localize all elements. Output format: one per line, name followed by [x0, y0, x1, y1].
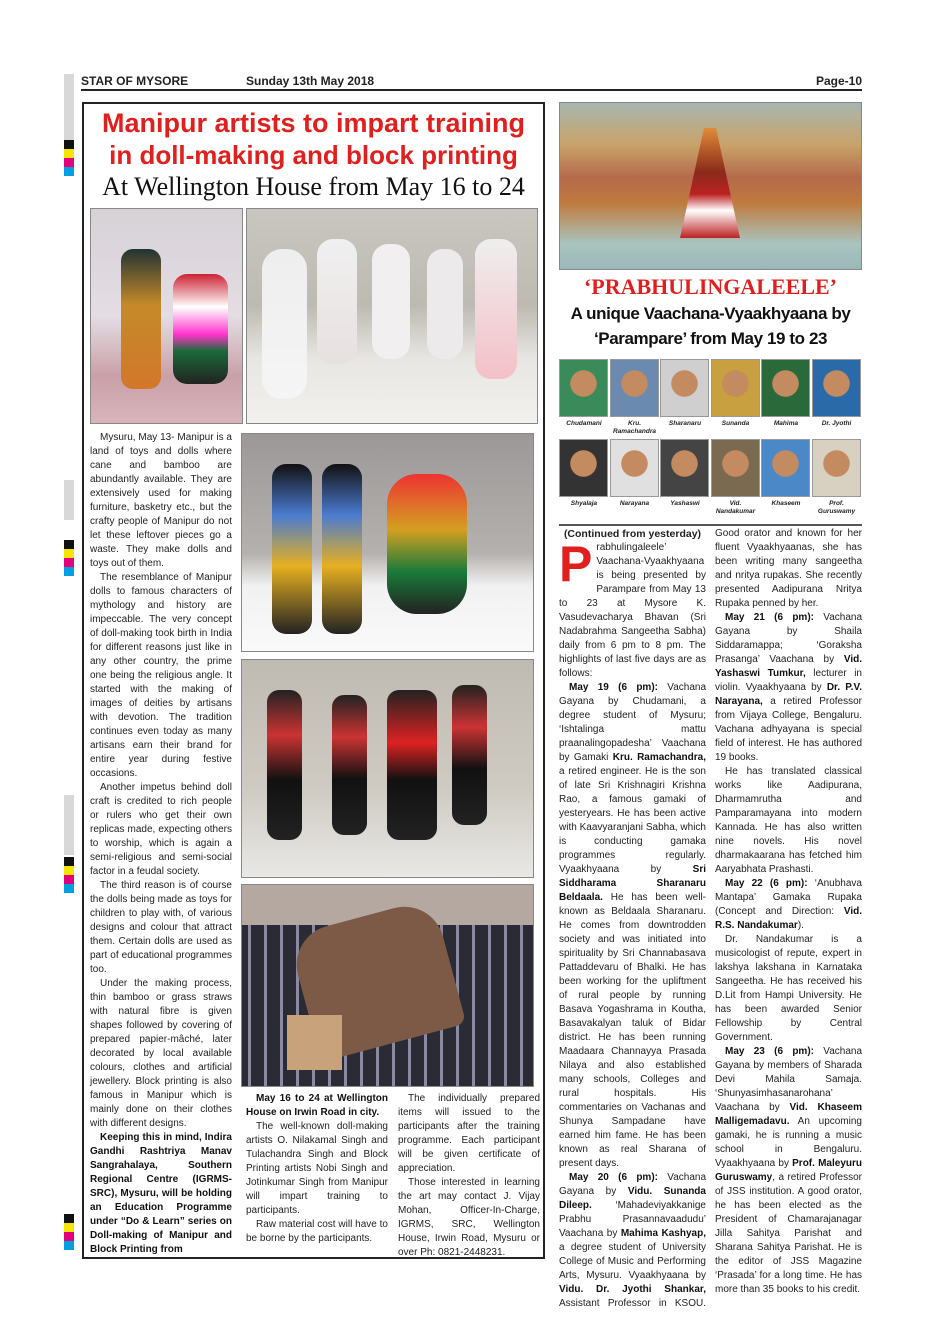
portrait-photo: [812, 439, 861, 497]
text: Raw material cost will have to be borne by the participants.: [246, 1219, 388, 1244]
color-registration-mark: [64, 857, 74, 893]
paragraph: [715, 877, 862, 933]
page-header: [81, 74, 862, 91]
manipur-article: [82, 102, 545, 1259]
portrait-caption: Prof. Guruswamy: [817, 500, 856, 515]
block-printing-photo: [241, 884, 534, 1087]
portrait-caption: Kru. Ramachandra: [613, 420, 656, 435]
feature-subhead-1: A unique Vaachana-Vyaakhyaana by: [570, 304, 851, 323]
portrait-photo: [812, 359, 861, 417]
portrait-photo: [610, 439, 659, 497]
portrait-photo: [761, 439, 810, 497]
bold-text: Prof. Maleyuru Guruswamy: [715, 1158, 862, 1183]
text: Mysuru, May 13- Manipur is a land of toys and dolls where cane and bamboo are abundantly available. They are extensively used for making furniture, basketry etc., but the crafty people of Manipur do not let these leftover pieces go a waste. They make dolls and toys out of them.: [90, 432, 232, 569]
bold-text: Kru. Ramachandra,: [612, 752, 706, 763]
color-registration-mark: [64, 140, 74, 176]
text: Vachana Gayana by Chudamani, a degree student of Mysuru; ‘Ishtalinga mattu praanalingopadesha’ Vaachana by Gamaki: [559, 682, 707, 763]
article-column-1: [90, 431, 232, 1257]
warrior-dolls-photo: [241, 659, 534, 878]
portrait-caption: Dr. Jyothi: [821, 420, 852, 427]
text: a degree student of University College of Music and Performing Arts, Mysuru. Vyaakhyaana by: [559, 1242, 706, 1281]
text: ‘Mahadeviyakkanige Prabhu Prasannavaadudu’ Vaachana by: [559, 1200, 706, 1239]
text: The individually prepared items will issued to the participants after the training programme. Each participant will be given certificate of appreciation.: [398, 1093, 540, 1174]
paragraph: [90, 977, 232, 1131]
portrait-caption: Vid. Nandakumar: [715, 500, 756, 515]
portrait-caption: Sharanaru: [668, 420, 702, 427]
paragraph: [90, 571, 232, 781]
text: a retired engineer. He is the son of late Sri Krishnagiri Krishna Rao, a famous gamaki of yesteryears. He has been active with Kaavyaranjani Sabha, which is conducting gamaka programmes regularly. Vyaakhyaana by: [559, 766, 706, 875]
paragraph: [90, 781, 232, 879]
paragraph: [715, 765, 862, 877]
bold-text: Mahima Kashyap,: [620, 1228, 706, 1239]
portrait-photo: [711, 359, 760, 417]
text: The well-known doll-making artists O. Nilakamal Singh and Tulachandra Singh and Block Printing artists Nobi Singh and Jotinkumar Singh from Manipur will impart training to participants.: [246, 1121, 388, 1216]
paragraph: [90, 879, 232, 977]
text: The resemblance of Manipur dolls to famous characters of mythology and history are impeccable. The very concept of doll-making took birth in India for different reasons just like in any other country, the prime one being the religious angle. It started with the making of images of deities by artisans with devotion. The tradition continues even today as many artisans earn their brand for entire year during festive occasions.: [90, 572, 232, 779]
portrait-caption: Shyalaja: [570, 500, 598, 507]
bold-text: Vid. Khaseem Malligemadavu.: [715, 1102, 862, 1127]
text: , a retired Professor of JSS institution. A good orator, he has been elected as the President of Chamarajanagar Jilla Sahitya Parishat and Sharana Sahitya Parishat. He is the editor of JSS Magazine ‘Prasada’ for a long time. He has more than 35 books to his credit.: [715, 1172, 862, 1295]
paragraph: [90, 1131, 232, 1257]
paragraph: [715, 933, 862, 1045]
bold-text: May 16 to 24 at Wellington House on Irwin Road in city.: [246, 1093, 388, 1118]
paragraph: [246, 1218, 388, 1246]
bold-text: May 22 (6 pm):: [725, 878, 808, 889]
text: The third reason is of course the dolls being made as toys for children to play with, of various designs and colour that attract them. Certain dolls are used as part of educational programmes too.: [90, 880, 232, 975]
bold-text: Sri Siddharama Sharanaru Beldaala.: [559, 864, 706, 903]
text: He has translated classical works like Aadipurana, Dharmamrutha and Pamparamayana into modern Kannada. He has also written nine novels. His novel dharmakaarana has fetched him Aaryabhata Prashasti.: [715, 766, 862, 875]
registration-strip: [64, 74, 74, 140]
portrait-caption: Yashaswi: [670, 500, 700, 507]
text: Those interested in learning the art may contact J. Vijay Mohan, Officer-In-Charge, IGRMS, SRC, Wellington House, Irwin Road, Mysuru or over Ph: 0821-2448231.: [398, 1177, 540, 1258]
bold-text: Vid. R.S. Nandakumar: [715, 906, 862, 931]
text: He has been well-known as Beldaala Sharanaru. He comes from downtrodden society and was initiated into spirituality by Sri Channabasava Pattaddevaru of Bhalki. He has been working for the upliftment of rural people by running Basava Yogashrama in Koutha, Basavakalyan taluk of Bidar district. He has been running Maadaara Channayya Prasada Nilaya and also established many schools, Colleges and rural hospitals. His commentaries on Vachanas and Shunya Sampadane have earned him fame. He has been known as real Sharana of present days.: [559, 892, 706, 1169]
text: Dr. Nandakumar is a musicologist of repute, expert in lakshya lakshana in Karnataka Sangeetha. He has received his D.Lit from Hampi University. He has been awarded Senior Fellowship by Central Government.: [715, 934, 862, 1043]
registration-strip: [64, 480, 74, 520]
portrait-photo: [711, 439, 760, 497]
portrait-caption: Narayana: [619, 500, 650, 507]
text: lecturer in violin. Vyaakhyaana by: [715, 668, 862, 693]
portrait-caption: Mahima: [773, 420, 799, 427]
paragraph: [90, 431, 232, 571]
bold-text: Dr. P.V. Narayana,: [715, 682, 862, 707]
text: ).: [797, 920, 804, 931]
continued-note: (Continued from yesterday): [563, 528, 702, 540]
text: rabhulingaleele’ Vaachana-Vyaakhyaana is being presented by Parampare from May 13 to 23 at Mysore K. Vasudevacharya Bhavan (Sri Nadabrahma Sangeetha Sabha) daily from 6 pm to 8 pm. The highlights of last five days are as follows:: [559, 542, 706, 679]
paragraph: [559, 681, 706, 1171]
paragraph: [715, 611, 862, 765]
color-registration-mark: [64, 540, 74, 576]
paragraph: [398, 1176, 540, 1260]
paragraph: [246, 1120, 388, 1218]
text: Another impetus behind doll craft is credited to rich people or rulers who get their own replicas made, expecting others to worship, which is again a semi-religious and semi-social factor in a feudal society.: [90, 782, 232, 877]
text: An upcoming gamaki, he is running a music school in Bengaluru. Vyaakhyaana by: [715, 1116, 862, 1169]
krishna-dolls-photo: [241, 433, 534, 652]
registration-strip: [64, 795, 74, 855]
paragraph: [559, 536, 706, 681]
color-registration-mark: [64, 1214, 74, 1250]
bold-text: Vidu. Sunanda Dileep.: [559, 1186, 706, 1211]
paragraph: [246, 1092, 388, 1120]
headline-line-2: in doll-making and block printing: [109, 140, 518, 170]
bold-text: May 19 (6 pm):: [569, 682, 658, 693]
drummer-dolls-photo: [246, 208, 538, 424]
text: a retired Professor from Vijaya College, Bengaluru. Vachana adhyayana is special field of interest. He has authored 19 books.: [715, 696, 862, 763]
bold-text: Vidu. Dr. Jyothi Shankar,: [559, 1284, 706, 1295]
prabhulingaleele-painting: [559, 102, 862, 270]
portrait-photo: [559, 439, 608, 497]
text: ‘Anubhava Mantapa’ Gamaka Rupaka (Concept and Direction:: [715, 878, 862, 917]
feature-title: ‘PRABHULINGALEELE’: [583, 274, 838, 299]
bold-text: Vid. Yashaswi Tumkur,: [715, 654, 862, 679]
drop-cap: P: [559, 536, 593, 592]
bold-text: May 23 (6 pm):: [725, 1046, 814, 1057]
headline-line-1: Manipur artists to impart training: [101, 108, 526, 138]
portrait-caption: Khaseem: [771, 500, 801, 507]
portrait-caption: Sunanda: [721, 420, 750, 427]
portrait-photo: [660, 439, 709, 497]
manipuri-dancer-dolls-photo: [90, 208, 243, 424]
bold-text: May 21 (6 pm):: [725, 612, 814, 623]
issue-date: Sunday 13th May 2018: [246, 74, 375, 88]
page-number: Page-10: [815, 74, 862, 88]
newspaper-name: STAR OF MYSORE: [81, 74, 189, 88]
text: Assistant Professor in KSOU. Good orator and known for her fluent Vyaakhyaanas, she has been writing many sangeetha and nritya rupakas. She recently presented Aadipurana Nritya Rupaka penned by her.: [559, 528, 862, 1309]
paragraph: [398, 1092, 540, 1176]
feature-body: [559, 524, 862, 1311]
paragraph: [715, 1045, 862, 1297]
bold-text: May 20 (6 pm):: [569, 1172, 658, 1183]
portrait-photo: [761, 359, 810, 417]
article-columns-2-3: [246, 1092, 540, 1260]
portrait-photo: [660, 359, 709, 417]
text: Vachana Gayana by Shaila Siddaramappa; ‘Goraksha Prasanga’ Vaachana by: [715, 612, 863, 665]
text: Vachana Gayana by members of Sharada Devi Mahila Samaja. ‘Shunyasimhasanarohana’ Vaachana by: [715, 1046, 863, 1113]
portrait-caption: Chudamani: [566, 420, 602, 427]
portrait-photo: [559, 359, 608, 417]
feature-subhead-2: ‘Parampare’ from May 19 to 23: [593, 329, 828, 348]
text: Under the making process, thin bamboo or grass straws with natural fibre is given shapes followed by covering of prepared papier-mâché, later decorated by local available colours, clothes and artificial jewellery. Block printing is also famous in Manipur which is mainly done on their clothes with different designs.: [90, 978, 232, 1129]
portrait-photo: [610, 359, 659, 417]
subheadline: At Wellington House from May 16 to 24: [102, 172, 525, 201]
text: Vachana Gayana by: [559, 1172, 707, 1197]
bold-text: Keeping this in mind, Indira Gandhi Rashtriya Manav Sangrahalaya, Southern Regional Centre (IGRMS-SRC), Mysuru, will be holding an Education Programme under “Do & Learn” series on Doll-making of Manipur and Block Printing from: [90, 1132, 232, 1255]
